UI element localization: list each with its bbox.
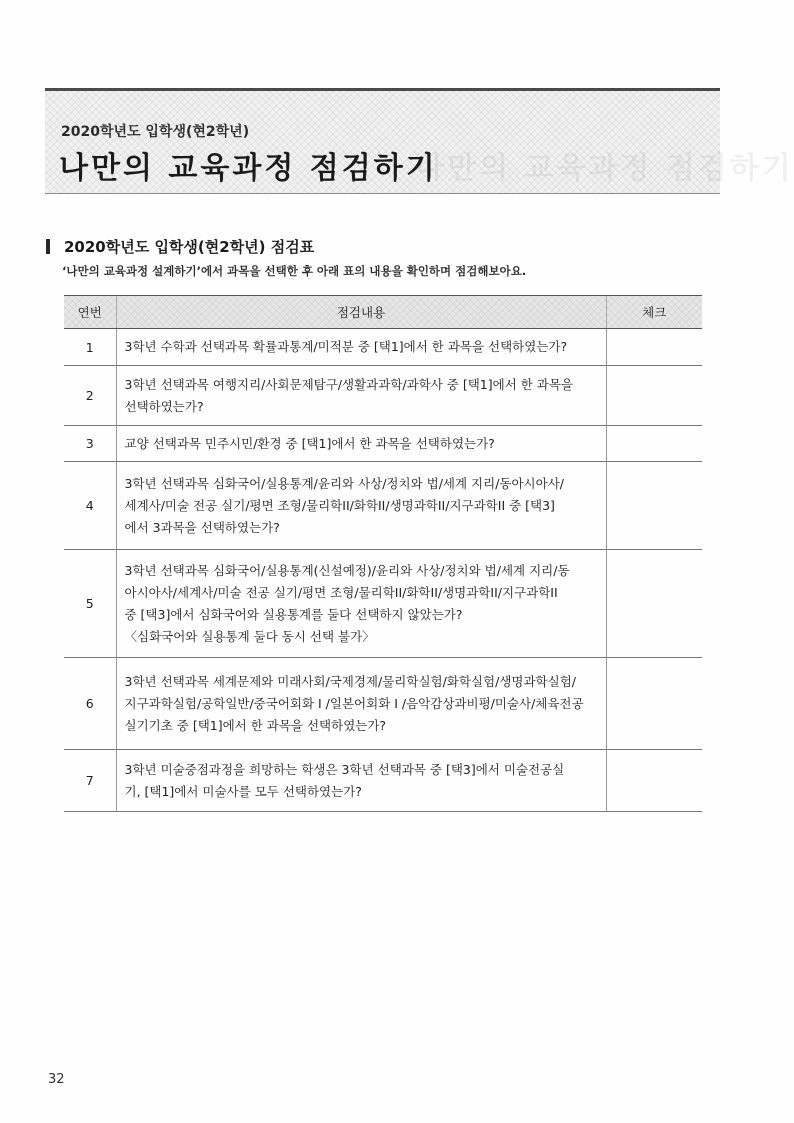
section-heading-text: 2020학년도 입학생(현2학년) 점검표 [64, 238, 315, 256]
row-content [116, 329, 606, 366]
row-content [116, 366, 606, 426]
content-line: 아시아사/세계사/미술 전공 실기/평면 조형/물리학II/화학II/생명과학II/지구과학II [124, 584, 558, 600]
row-number: 7 [64, 750, 116, 812]
row-number: 5 [64, 550, 116, 658]
content-line: 3학년 선택과목 세계문제와 미래사회/국제경제/물리학실험/화학실험/생명과학실험/ [124, 673, 576, 689]
table-header-row [64, 296, 702, 329]
instruction-text: ‘나만의 교육과정 설계하기’에서 과목을 선택한 후 아래 표의 내용을 확인하며 점검해보아요. [62, 264, 527, 278]
content-line: 에서 3과목을 선택하였는가? [124, 519, 280, 535]
content-line: 3학년 선택과목 심화국어/실용통계/윤리와 사상/정치와 법/세계 지리/동아시아사/ [124, 475, 564, 491]
content-line: 기, [택1]에서 미술사를 모두 선택하였는가? [124, 783, 362, 799]
banner-shadow-text: 나만의 교육과정 점검하기 [415, 151, 794, 186]
header-content: 점검내용 [116, 296, 606, 329]
check-cell[interactable] [606, 426, 702, 462]
table-row [64, 329, 702, 366]
content-line: 3학년 선택과목 심화국어/실용통계(신설예정)/윤리와 사상/정치와 법/세계 지리/동 [124, 562, 570, 578]
content-line: 〈심화국어와 실용통계 둘다 동시 선택 불가〉 [124, 628, 375, 644]
content-line: 교양 선택과목 민주시민/환경 중 [택1]에서 한 과목을 선택하였는가? [124, 435, 495, 451]
page-number: 32 [48, 1072, 65, 1087]
header-no: 연번 [64, 296, 116, 329]
row-number: 4 [64, 462, 116, 550]
row-number: 6 [64, 658, 116, 750]
table-row [64, 462, 702, 550]
content-line: 지구과학실험/공학일반/중국어회화 I /일본어회화 I /음악감상과비평/미술사/체육전공 [124, 695, 584, 711]
check-cell[interactable] [606, 366, 702, 426]
row-content [116, 550, 606, 658]
checklist-table [64, 295, 702, 812]
table-row [64, 426, 702, 462]
table-row [64, 658, 702, 750]
content-line: 중 [택3]에서 심화국어와 실용통계를 둘다 선택하지 않았는가? [124, 606, 463, 622]
row-content [116, 750, 606, 812]
check-cell[interactable] [606, 658, 702, 750]
row-number: 1 [64, 329, 116, 366]
check-cell[interactable] [606, 462, 702, 550]
title-banner [45, 88, 794, 194]
table-row [64, 550, 702, 658]
row-number: 3 [64, 426, 116, 462]
content-line: 세계사/미술 전공 실기/평면 조형/물리학II/화학II/생명과학II/지구과학II 중 [택3] [124, 497, 555, 513]
check-cell[interactable] [606, 750, 702, 812]
content-line: 실기기초 중 [택1]에서 한 과목을 선택하였는가? [124, 717, 387, 733]
content-line: 3학년 선택과목 여행지리/사회문제탐구/생활과과학/과학사 중 [택1]에서 한 과목을 [124, 376, 574, 392]
content-line: 3학년 미술중점과정을 희망하는 학생은 3학년 선택과목 중 [택3]에서 미술전공실 [124, 761, 565, 777]
header-check: 체크 [606, 296, 702, 329]
row-number: 2 [64, 366, 116, 426]
section-bar-icon [46, 239, 50, 254]
page-title: 나만의 교육과정 점검하기 [59, 151, 438, 186]
table-row [64, 366, 702, 426]
row-content [116, 462, 606, 550]
banner-subtitle: 2020학년도 입학생(현2학년) [61, 124, 250, 140]
row-content [116, 426, 606, 462]
row-content [116, 658, 606, 750]
content-line: 선택하였는가? [124, 398, 204, 414]
table-row [64, 750, 702, 812]
check-cell[interactable] [606, 550, 702, 658]
content-line: 3학년 수학과 선택과목 확률과통계/미적분 중 [택1]에서 한 과목을 선택하였는가? [124, 339, 568, 354]
section-heading [46, 236, 314, 257]
check-cell[interactable] [606, 329, 702, 366]
